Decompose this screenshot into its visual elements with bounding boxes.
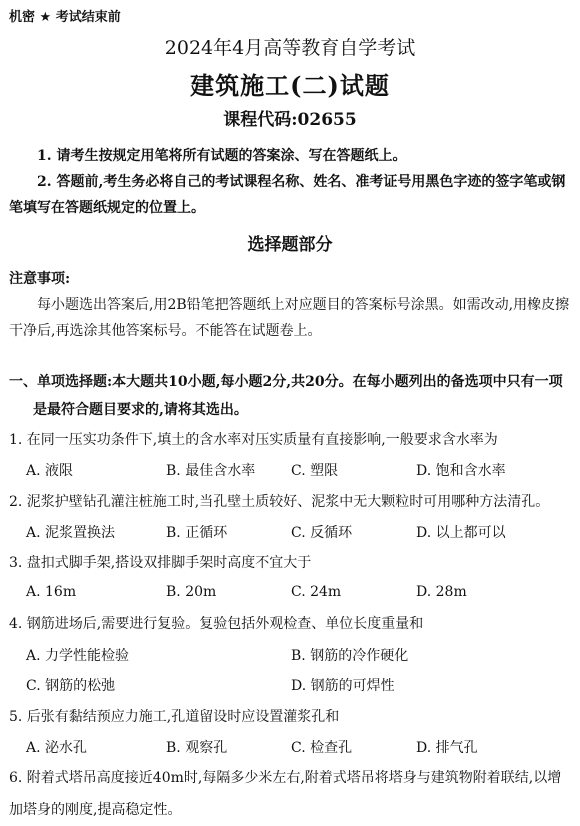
q4-option-c: C. 钢筋的松弛 bbox=[26, 678, 116, 694]
q3-option-b: B. 20m bbox=[166, 584, 217, 600]
section-title: 选择题部分 bbox=[247, 235, 333, 255]
q1-option-c: C. 塑限 bbox=[291, 463, 339, 479]
q3-option-d: D. 28m bbox=[416, 584, 467, 600]
q2-option-a: A. 泥浆置换法 bbox=[26, 525, 116, 541]
question-2: 2. 泥浆护壁钻孔灌注桩施工时,当孔壁土质较好、泥浆中无大颗粒时可用哪种方法清孔。 bbox=[9, 494, 550, 510]
question-5: 5. 后张有黏结预应力施工,孔道留设时应设置灌浆孔和 bbox=[9, 709, 340, 725]
exam-title: 2024年4月高等教育自学考试 bbox=[164, 37, 416, 59]
q1-option-a: A. 液限 bbox=[26, 463, 74, 479]
q5-option-b: B. 观察孔 bbox=[166, 740, 228, 756]
notice-heading: 注意事项: bbox=[9, 271, 71, 287]
q1-option-d: D. 饱和含水率 bbox=[416, 463, 506, 479]
q2-option-b: B. 正循环 bbox=[166, 525, 228, 541]
q2-option-d: D. 以上都可以 bbox=[416, 525, 506, 541]
part1-line1: 一、单项选择题:本大题共10小题,每小题2分,共20分。在每小题列出的备选项中只有一项 bbox=[9, 374, 563, 390]
q5-option-d: D. 排气孔 bbox=[416, 740, 478, 756]
subject-title: 建筑施工(二)试题 bbox=[190, 71, 390, 100]
instruction-2: 2. 答题前,考生务必将自己的考试课程名称、姓名、准考证号用黑色字迹的签字笔或钢笔填写在答题纸规定的位置上。 bbox=[9, 174, 566, 216]
secret-label: 机密 ★ 考试结束前 bbox=[9, 10, 121, 25]
part1-heading bbox=[9, 368, 573, 424]
course-code: 课程代码:02655 bbox=[223, 110, 357, 130]
q4-option-a: A. 力学性能检验 bbox=[26, 648, 130, 664]
q3-option-a: A. 16m bbox=[26, 584, 77, 600]
q5-option-c: C. 检查孔 bbox=[291, 740, 353, 756]
q4-option-d: D. 钢筋的可焊性 bbox=[291, 678, 395, 694]
q5-option-a: A. 泌水孔 bbox=[26, 740, 88, 756]
question-6: 6. 附着式塔吊高度接近40m时,每隔多少米左右,附着式塔吊将塔身与建筑物附着联结,以增加塔身的刚度,提高稳定性。 bbox=[9, 770, 562, 818]
question-1: 1. 在同一压实功条件下,填土的含水率对压实质量有直接影响,一般要求含水率为 bbox=[9, 432, 498, 448]
q4-option-b: B. 钢筋的冷作硬化 bbox=[291, 648, 409, 664]
q1-option-b: B. 最佳含水率 bbox=[166, 463, 256, 479]
question-3: 3. 盘扣式脚手架,搭设双排脚手架时高度不宜大于 bbox=[9, 555, 312, 571]
instruction-1: 1. 请考生按规定用笔将所有试题的答案涂、写在答题纸上。 bbox=[37, 148, 407, 164]
q2-option-c: C. 反循环 bbox=[291, 525, 353, 541]
question-4: 4. 钢筋进场后,需要进行复验。复验包括外观检查、单位长度重量和 bbox=[9, 616, 424, 632]
part1-line2: 是最符合题目要求的,请将其选出。 bbox=[33, 402, 248, 418]
q3-option-c: C. 24m bbox=[291, 584, 342, 600]
notice-body: 每小题选出答案后,用2B铅笔把答题纸上对应题目的答案标号涂黑。如需改动,用橡皮擦干净后,再选涂其他答案标号。不能答在试题卷上。 bbox=[9, 297, 570, 339]
